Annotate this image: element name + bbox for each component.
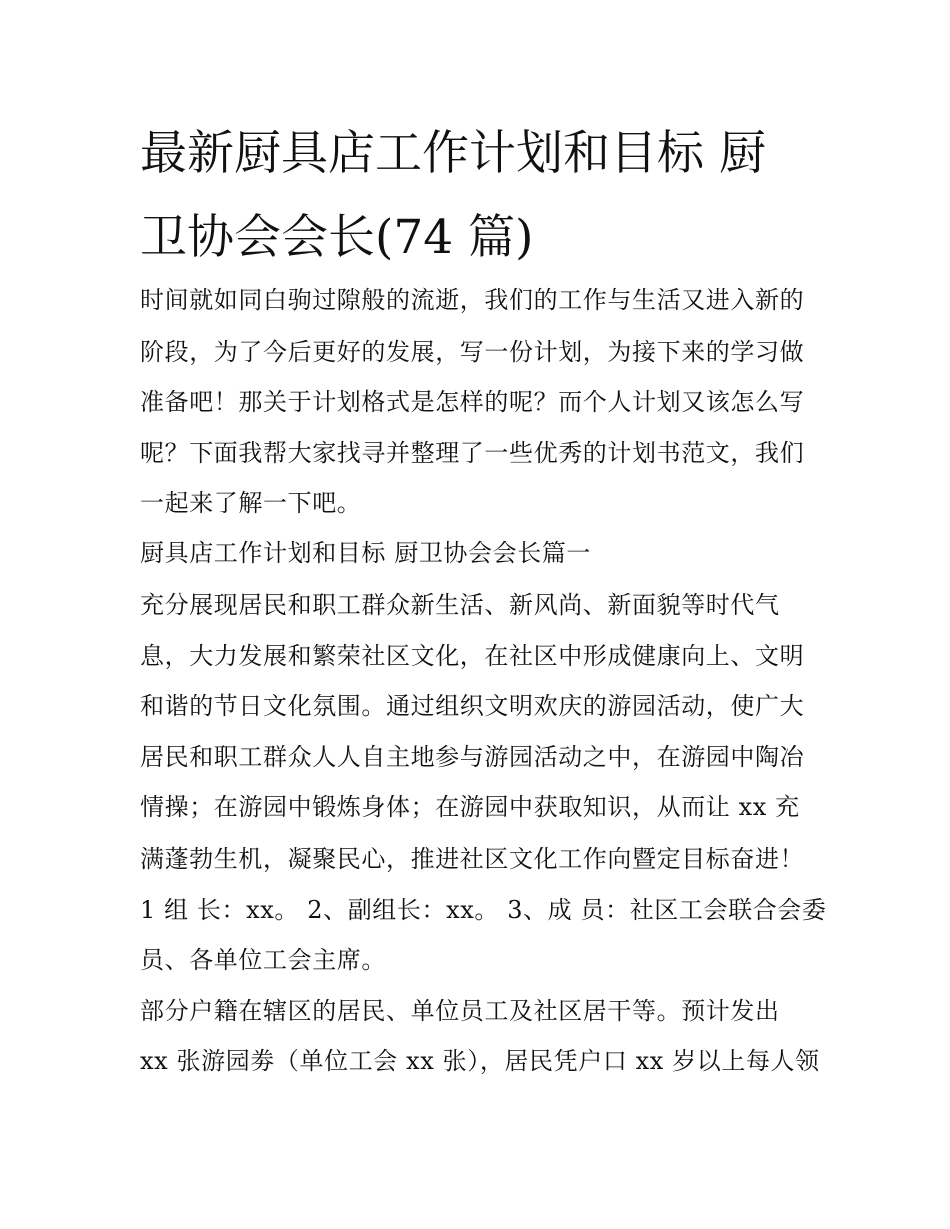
body-line-3: 准备吧！那关于计划格式是怎样的呢？而个人计划又该怎么写: [140, 388, 805, 416]
body-line-4: 呢？下面我帮大家找寻并整理了一些优秀的计划书范文，我们: [140, 439, 805, 467]
body-line-10: 居民和职工群众人人自主地参与游园活动之中，在游园中陶冶: [140, 743, 805, 771]
body-line-5: 一起来了解一下吧。: [140, 489, 362, 517]
body-line-7: 充分展现居民和职工群众新生活、新风尚、新面貌等时代气: [140, 591, 780, 619]
document-title: [140, 112, 830, 280]
title-line-2: 卫协会会长(74 篇): [140, 210, 534, 265]
body-line-8: 息，大力发展和繁荣社区文化，在社区中形成健康向上、文明: [140, 642, 805, 670]
body-line-16: xx 张游园劵（单位工会 xx 张），居民凭户口 xx 岁以上每人领: [140, 1047, 820, 1075]
body-line-9: 和谐的节日文化氛围。通过组织文明欢庆的游园活动，使广大: [140, 692, 805, 720]
body-line-14: 员、各单位工会主席。: [140, 946, 386, 974]
body-line-13: 1 组 长：xx。 2、副组长：xx。 3、成 员：社区工会联合会委: [140, 896, 827, 924]
title-line-1: 最新厨具店工作计划和目标 厨: [140, 126, 766, 181]
body-line-15: 部分户籍在辖区的居民、单位员工及社区居干等。预计发出: [140, 997, 780, 1025]
body-line-1: 时间就如同白驹过隙般的流逝，我们的工作与生活又进入新的: [140, 286, 805, 314]
body-line-2: 阶段，为了今后更好的发展，写一份计划，为接下来的学习做: [140, 338, 805, 366]
body-line-11: 情操；在游园中锻炼身体；在游园中获取知识，从而让 xx 充: [140, 793, 800, 821]
section-heading: 厨具店工作计划和目标 厨卫协会会长篇一: [140, 539, 592, 567]
body-line-12: 满蓬勃生机，凝聚民心，推进社区文化工作向暨定目标奋进！: [140, 845, 805, 873]
